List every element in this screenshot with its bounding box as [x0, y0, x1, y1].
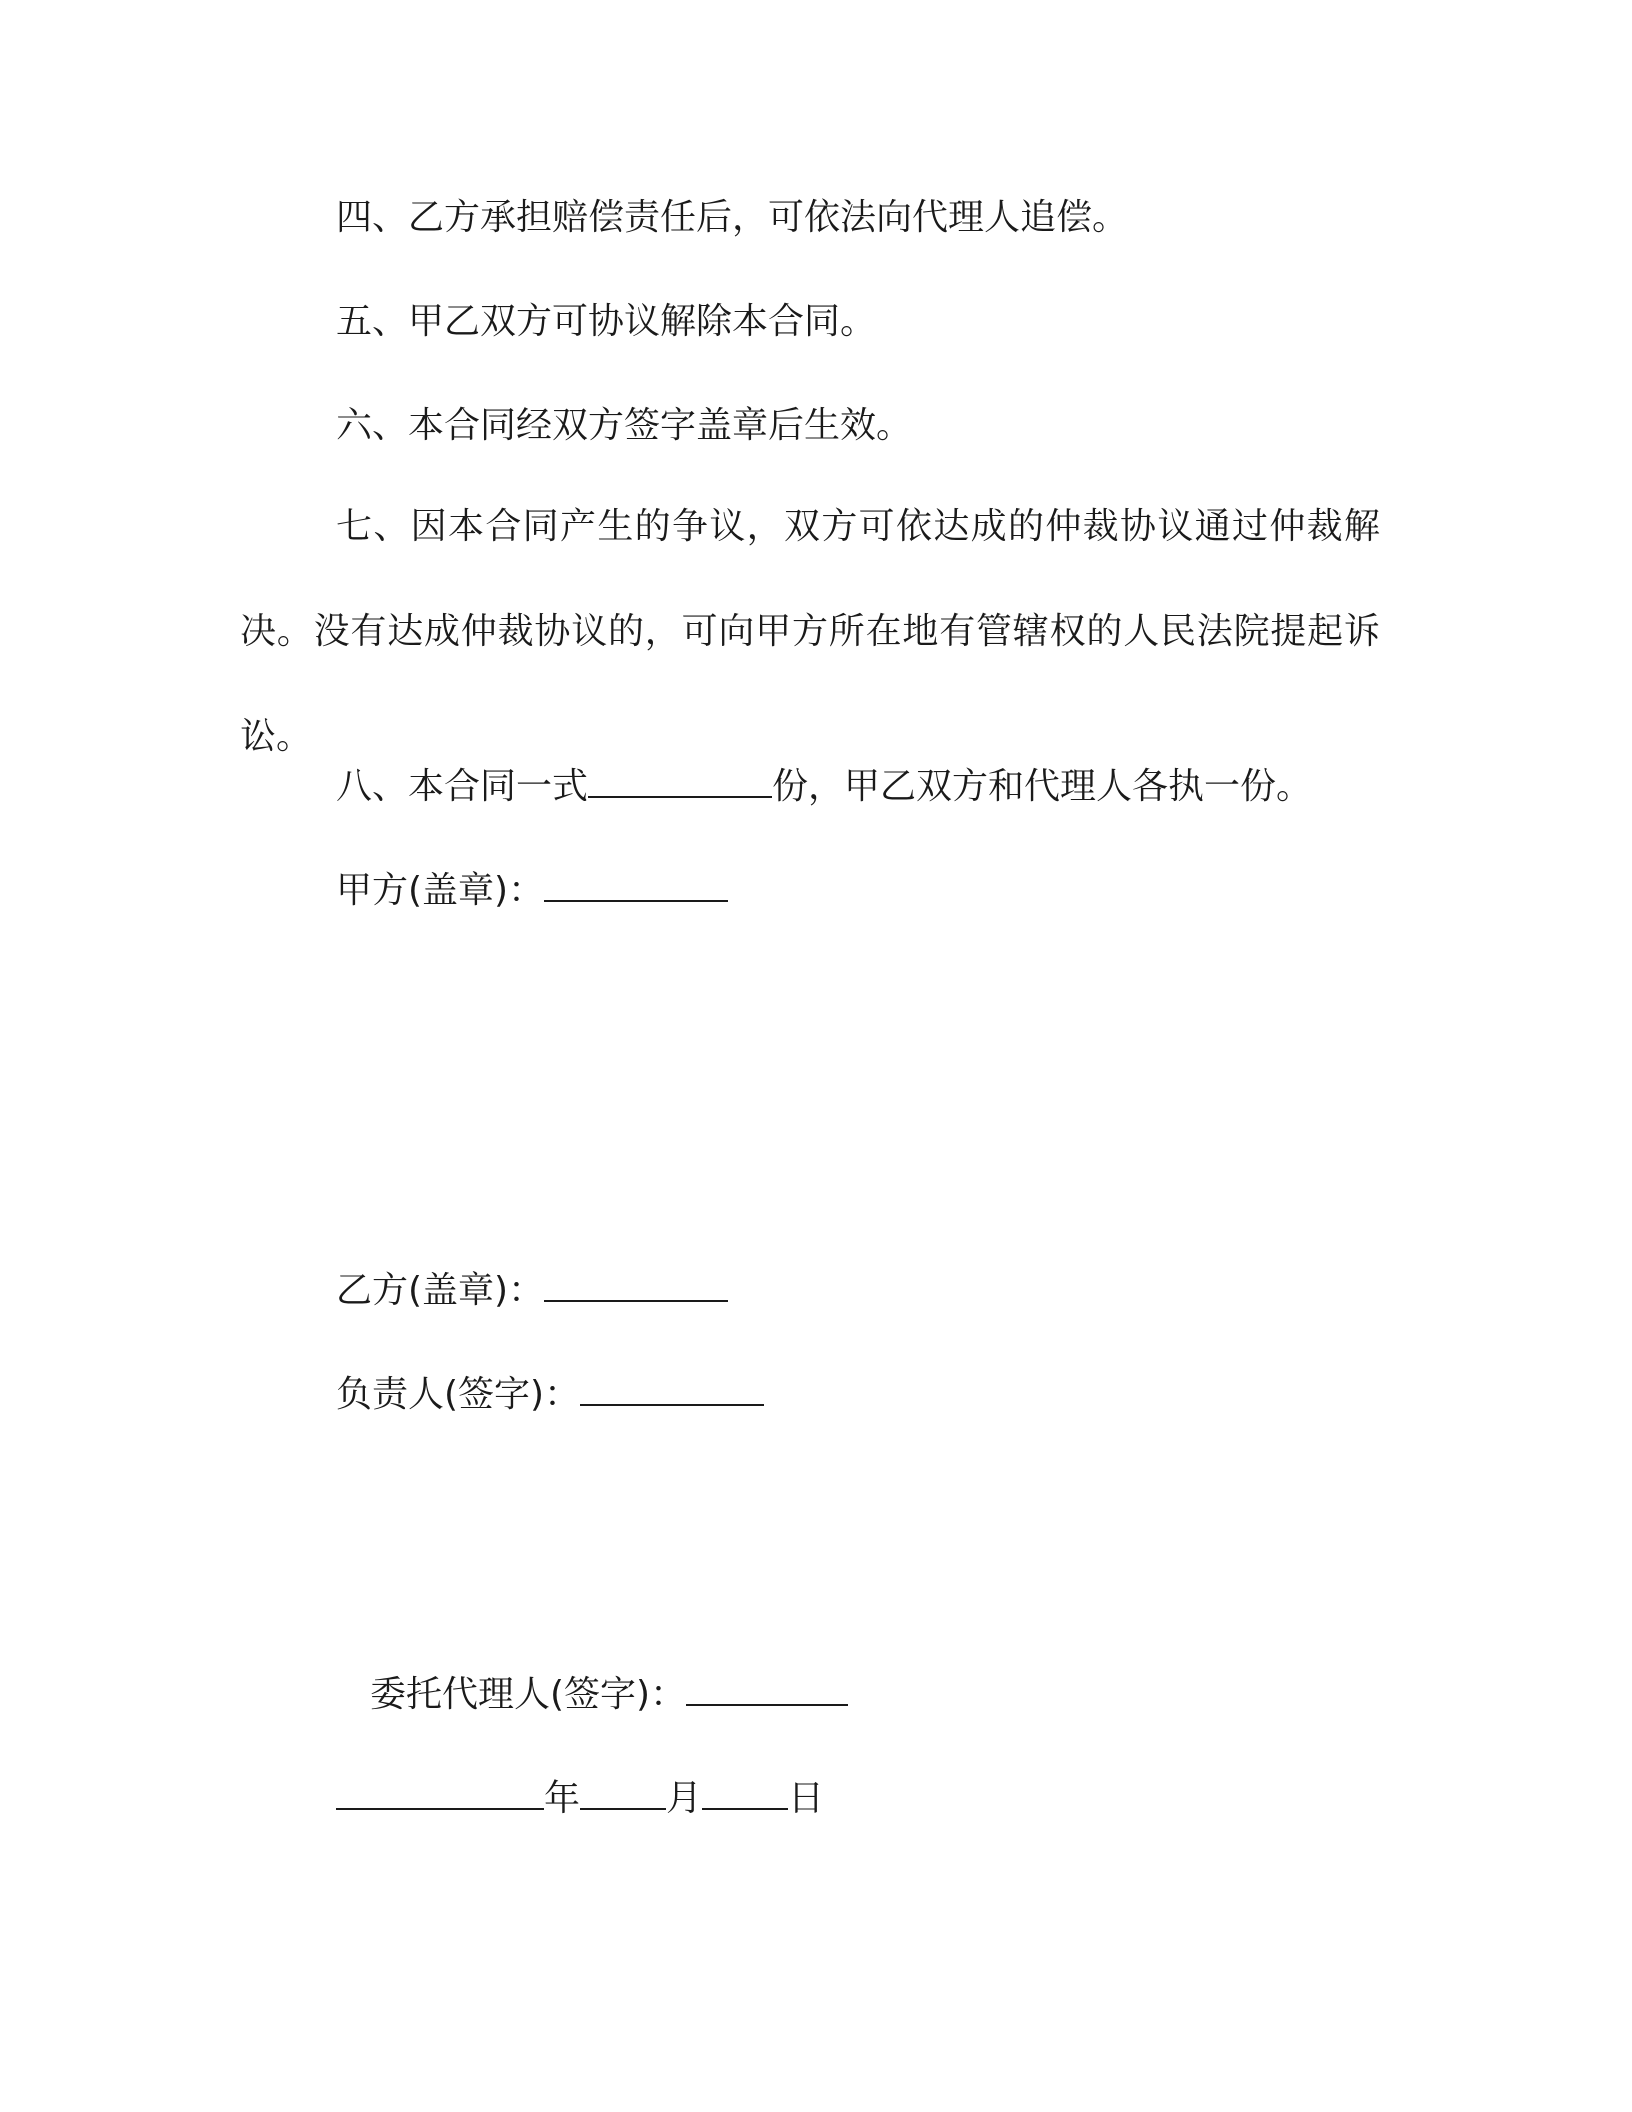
party-b-blank: [544, 1266, 728, 1302]
agent-blank: [686, 1670, 848, 1706]
clause-5: 五、甲乙双方可协议解除本合同。: [336, 301, 877, 342]
clause-7: 七、因本合同产生的争议，双方可依达成的仲裁协议通过仲裁解决。没有达成仲裁协议的，可向甲方所在地有管辖权的人民法院提起诉讼。: [240, 506, 1380, 757]
responsible-blank: [580, 1370, 764, 1406]
party-a-blank: [544, 866, 728, 902]
month-blank: [580, 1774, 666, 1810]
party-a-label: 甲方(盖章)：: [336, 870, 545, 911]
month-label: 月: [666, 1778, 703, 1819]
date-line: [336, 1774, 824, 1823]
copies-blank: [588, 762, 772, 798]
clause-4: 四、乙方承担赔偿责任后，可依法向代理人追偿。: [336, 197, 1129, 238]
party-b-label: 乙方(盖章)：: [336, 1270, 545, 1311]
party-a-signature-line: [336, 866, 728, 915]
clause-8-prefix: 八、本合同一式: [336, 766, 589, 807]
clause-8: [336, 762, 1312, 811]
responsible-signature-line: [336, 1370, 764, 1419]
year-label: 年: [544, 1778, 581, 1819]
clause-8-suffix: 份，甲乙双方和代理人各执一份。: [772, 766, 1313, 807]
clause-6: 六、本合同经双方签字盖章后生效。: [336, 405, 913, 446]
agent-signature-line: [370, 1670, 848, 1719]
responsible-label: 负责人(签字)：: [336, 1374, 581, 1415]
agent-label: 委托代理人(签字)：: [370, 1674, 687, 1715]
party-b-signature-line: [336, 1266, 728, 1315]
day-blank: [702, 1774, 788, 1810]
year-blank: [336, 1774, 544, 1810]
day-label: 日: [788, 1778, 825, 1819]
